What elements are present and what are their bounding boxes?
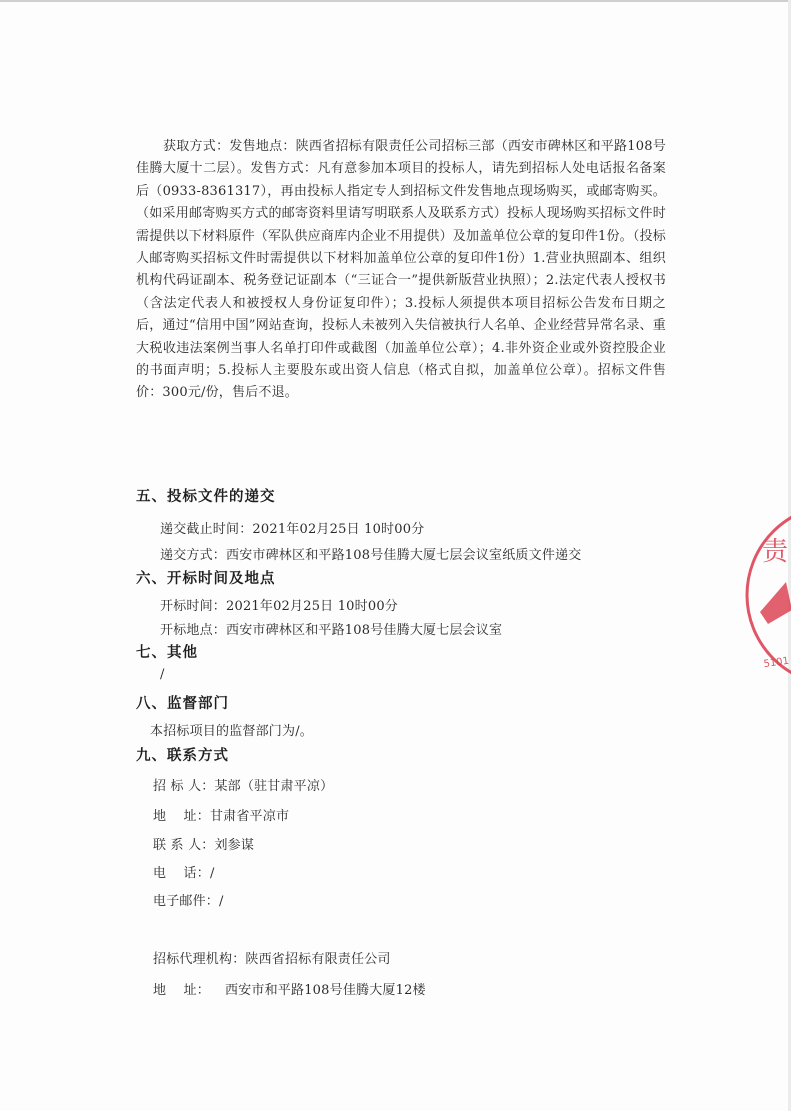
section-5-title: 五、投标文件的递交 (136, 489, 276, 505)
agency-address-row (153, 979, 426, 998)
agency-name-row (153, 948, 391, 967)
tenderer-label: 招 标 人： (153, 779, 215, 794)
phone-label: 电 话： (153, 866, 210, 881)
address-row (153, 805, 289, 824)
tenderer-value: 某部（驻甘肃平凉） (214, 779, 334, 794)
contact-row (153, 834, 254, 853)
opening-place: 开标地点：西安市碑林区和平路108号佳腾大厦七层会议室 (160, 623, 503, 638)
agency-address-value: 西安市和平路108号佳腾大厦12楼 (225, 983, 426, 998)
phone-value: / (209, 866, 215, 881)
opening-time: 开标时间：2021年02月25日 10时00分 (160, 599, 398, 614)
seal-star-icon (760, 582, 791, 624)
submission-method: 递交方式：西安市碑林区和平路108号佳腾大厦七层会议室纸质文件递交 (160, 548, 582, 563)
email-row (153, 890, 224, 909)
section-9-title: 九、联系方式 (136, 748, 229, 764)
tenderer-row (153, 775, 333, 794)
section-7-title: 七、其他 (136, 645, 198, 661)
red-seal-stamp (742, 500, 791, 690)
supervision-content: 本招标项目的监督部门为/。 (150, 724, 313, 739)
address-value: 甘肃省平凉市 (209, 809, 290, 824)
seal-char: 责 (762, 537, 789, 567)
contact-value: 刘参谋 (214, 838, 255, 853)
other-content: / (160, 667, 165, 682)
phone-row (153, 862, 215, 881)
section-6-title: 六、开标时间及地点 (136, 571, 276, 587)
email-value: / (219, 894, 224, 909)
agency-name-label: 招标代理机构： (153, 952, 246, 967)
agency-name-value: 陕西省招标有限责任公司 (245, 952, 391, 967)
submission-deadline: 递交截止时间：2021年02月25日 10时00分 (160, 522, 425, 537)
seal-ring (747, 505, 791, 685)
agency-address-label: 地 址： (153, 983, 210, 998)
address-label: 地 址： (153, 809, 210, 824)
email-label: 电子邮件： (153, 894, 220, 909)
seal-digits: 5101 (762, 655, 790, 671)
acquisition-method-paragraph: 获取方式：发售地点：陕西省招标有限责任公司招标三部（西安市碑林区和平路108号佳腾大厦十二层）。发售方式：凡有意参加本项目的投标人，请先到招标人处电话报名备案后（0933-8361317），再由投标人指定专人到招标文件发售地点现场购买，或邮寄购买。（如采用邮寄购买方式的邮寄资料里请写明联系人及联系方式）投标人现场购买招标文件时需提供以下材料原件（军队供应商库内企业不用提供）及加盖单位公章的复印件1份。（投标人邮寄购买招标文件时需提供以下材料加盖单位公章的复印件1份）1.营业执照副本、组织机构代码证副本、税务登记证副本（“三证合一”提供新版营业执照）；2.法定代表人授权书（含法定代表人和被授权人身份证复印件）；3.投标人须提供本项目招标公告发布日期之后，通过“信用中国”网站查询，投标人未被列入失信被执行人名单、企业经营异常名录、重大税收违法案例当事人名单打印件或截图（加盖单位公章）；4.非外资企业或外资控股企业的书面声明；5.投标人主要股东或出资人信息（格式自拟，加盖单位公章）。招标文件售价：300元/份，售后不退。 (136, 139, 666, 401)
section-8-title: 八、监督部门 (136, 696, 229, 712)
contact-label: 联 系 人： (153, 838, 215, 853)
page-top-edge (0, 0, 791, 2)
